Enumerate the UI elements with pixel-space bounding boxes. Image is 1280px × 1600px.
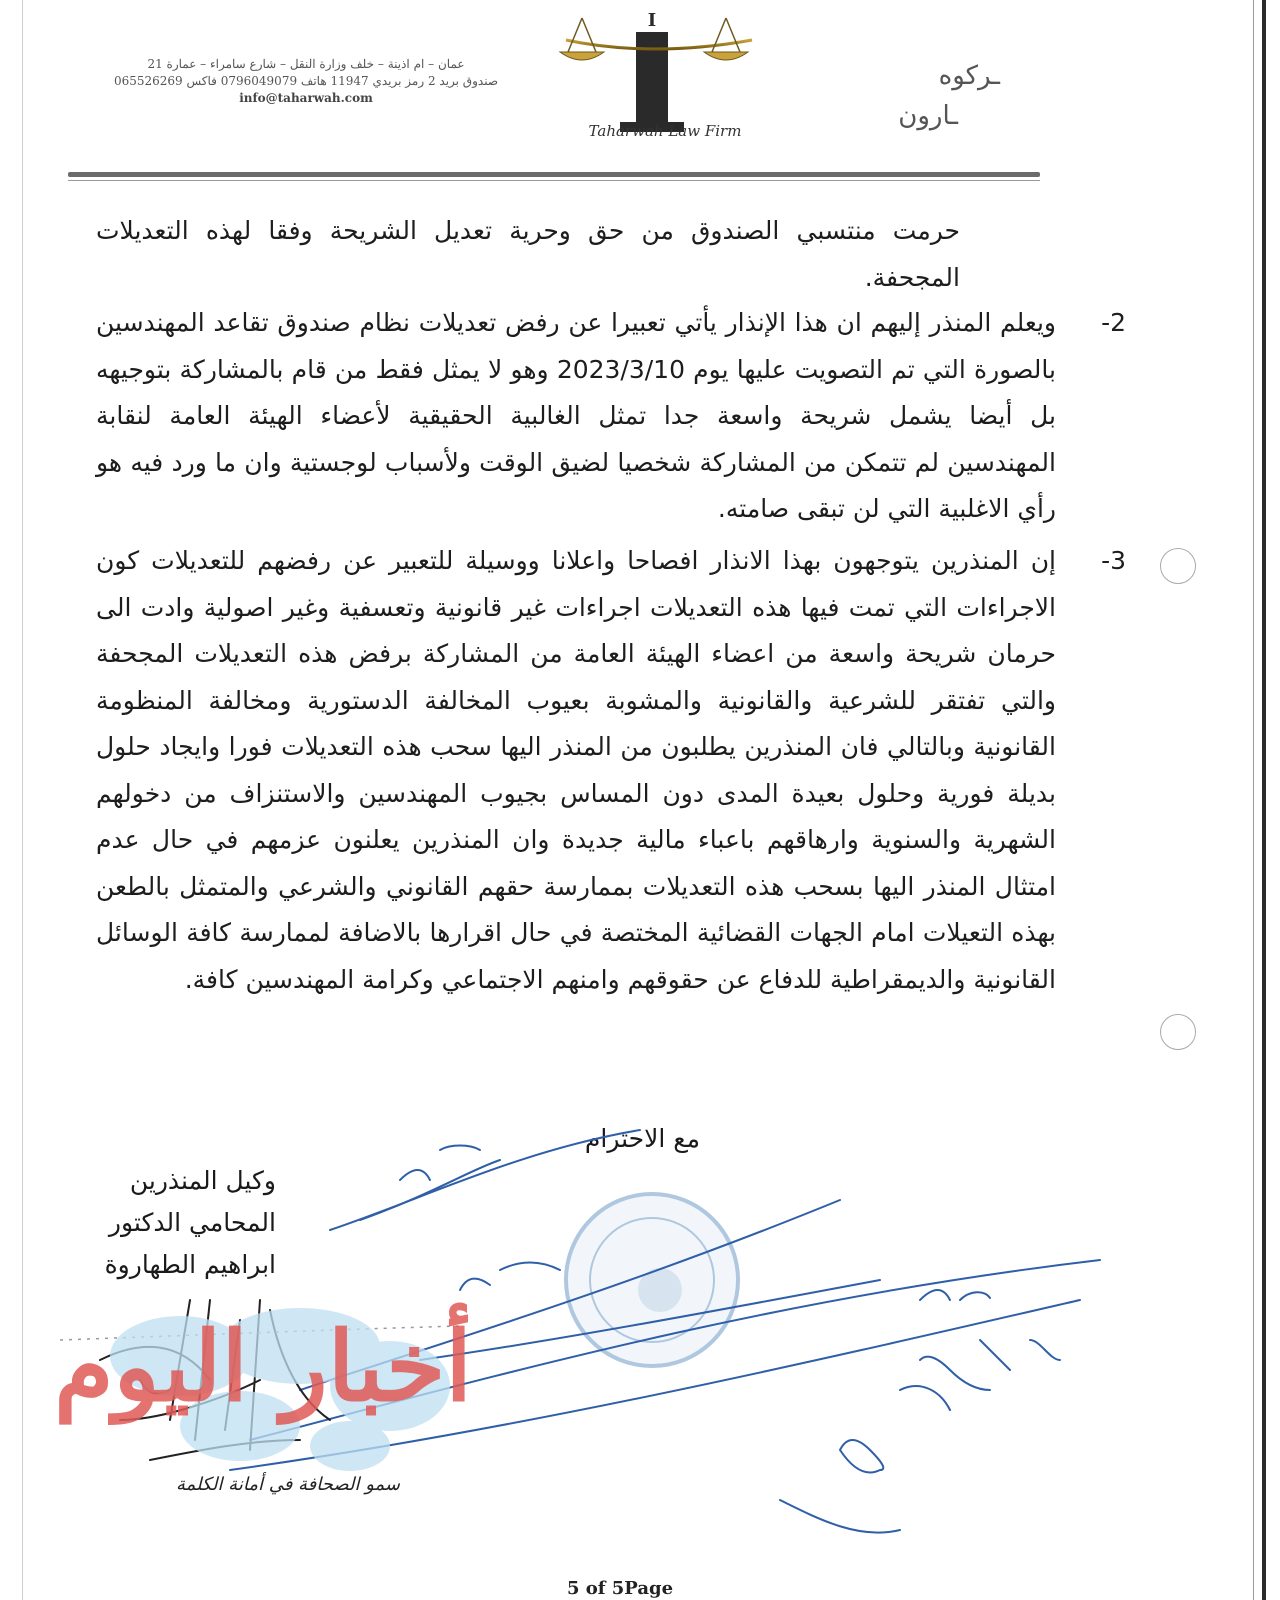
logo-pillar	[636, 32, 668, 128]
scan-left-edge	[22, 0, 23, 1600]
signatory-block	[80, 1160, 276, 1286]
official-stamp	[566, 1194, 738, 1366]
letterhead-email: info@taharwah.com	[239, 91, 373, 105]
firm-name: Taharwah Law Firm	[588, 122, 742, 140]
scan-right-edge	[1262, 0, 1266, 1600]
intro-paragraph: حرمت منتسبي الصندوق من حق وحرية تعديل الشريحة وفقا لهذه التعديلات المجحفة.	[96, 216, 960, 292]
letterhead-address	[96, 56, 516, 107]
header-divider	[68, 172, 1040, 177]
clause-2-number: -2	[1101, 308, 1126, 337]
header-divider-thin	[68, 180, 1040, 181]
signatory-title: وكيل المنذرين	[129, 1166, 276, 1195]
signatory-role: المحامي الدكتور	[108, 1208, 276, 1237]
logo-left-pan	[560, 52, 604, 60]
punch-hole-mark	[1160, 548, 1196, 584]
letterhead-names	[830, 56, 1000, 136]
clause-3-text: إن المنذرين يتوجهون بهذا الانذار افصاحا واعلانا ووسيلة للتعبير عن رفضهم للتعديلات كون الاجراءات التي تمت فيها هذه التعديلات اجراءات غير قانونية وتعسفية وغير اصولية وادت الى حرمان شريحة واسعة من اعضاء الهيئة العامة من المشاركة برفض هذه التعديلات المجحفة والتي تفتقر للشرعية والقانونية والمشوبة بعيوب المخالفة الدستورية ومخالفة المنظومة القانونية وبالتالي فان المنذرين يطلبون من المنذر اليها سحب هذه التعديلات فورا وايجاد حلول بديلة فورية وحلول بعيدة المدى دون المساس بجيوب المهندسين والاستنزاف من دخولهم الشهرية والسنوية وارهاقهم باعباء مالية جديدة وان المنذرين يعلنون عزمهم في حال عدم امتثال المنذر اليها بسحب هذه التعديلات بممارسة حقهم القانوني والشرعي والمتمثل بالطعن بهذه التعيلات امام الجهات القضائية المختصة في حال اقرارها بالاضافة لممارسة كافة الوسائل القانونية والديمقراطية للدفاع عن حقوقهم وامنهم الاجتماعي وكرامة المهندسين كافة.	[96, 546, 1056, 994]
watermark-slogan: سمو الصحافة في أمانة الكلمة	[176, 1474, 400, 1495]
address-line-1: عمان – ام اذينة – خلف وزارة النقل – شارع سامراء – عمارة 21	[147, 57, 465, 71]
closing-regards: مع الاحترام	[584, 1124, 700, 1153]
clause-2-text: ويعلم المنذر إليهم ان هذا الإنذار يأتي تعبيرا عن رفض تعديلات نظام صندوق تقاعد المهندسين بالصورة التي تم التصويت عليها يوم 2023/3/10 وهو لا يمثل فقط من قام بالمشاركة بتوجيهه بل أيضا يشمل شريحة واسعة جدا تمثل الغالبية الحقيقية لأعضاء الهيئة العامة لنقابة المهندسين لم تتمكن من المشاركة شخصيا لضيق الوقت ولأسباب لوجستية وان ما ورد فيه هو رأي الاغلبية التي لن تبقى صامته.	[96, 308, 1056, 523]
logo-letter: I	[647, 10, 657, 31]
clause-3-number: -3	[1101, 546, 1126, 575]
name-line-1: ـركوه	[938, 61, 1000, 91]
logo-right-pan	[704, 52, 748, 60]
name-line-2: ـارون	[898, 101, 958, 131]
address-line-2: صندوق بريد 2 رمز بريدي 11947 هاتف 0796049079 فاكس 065526269	[113, 74, 499, 88]
punch-hole-mark	[1160, 1014, 1196, 1050]
signatory-name: ابراهيم الطهاروة	[104, 1250, 276, 1279]
watermark-brand: أخبار اليوم	[54, 1310, 472, 1423]
scan-right-edge-line	[1253, 0, 1254, 1600]
page-number: 5 of 5Page	[566, 1578, 674, 1599]
